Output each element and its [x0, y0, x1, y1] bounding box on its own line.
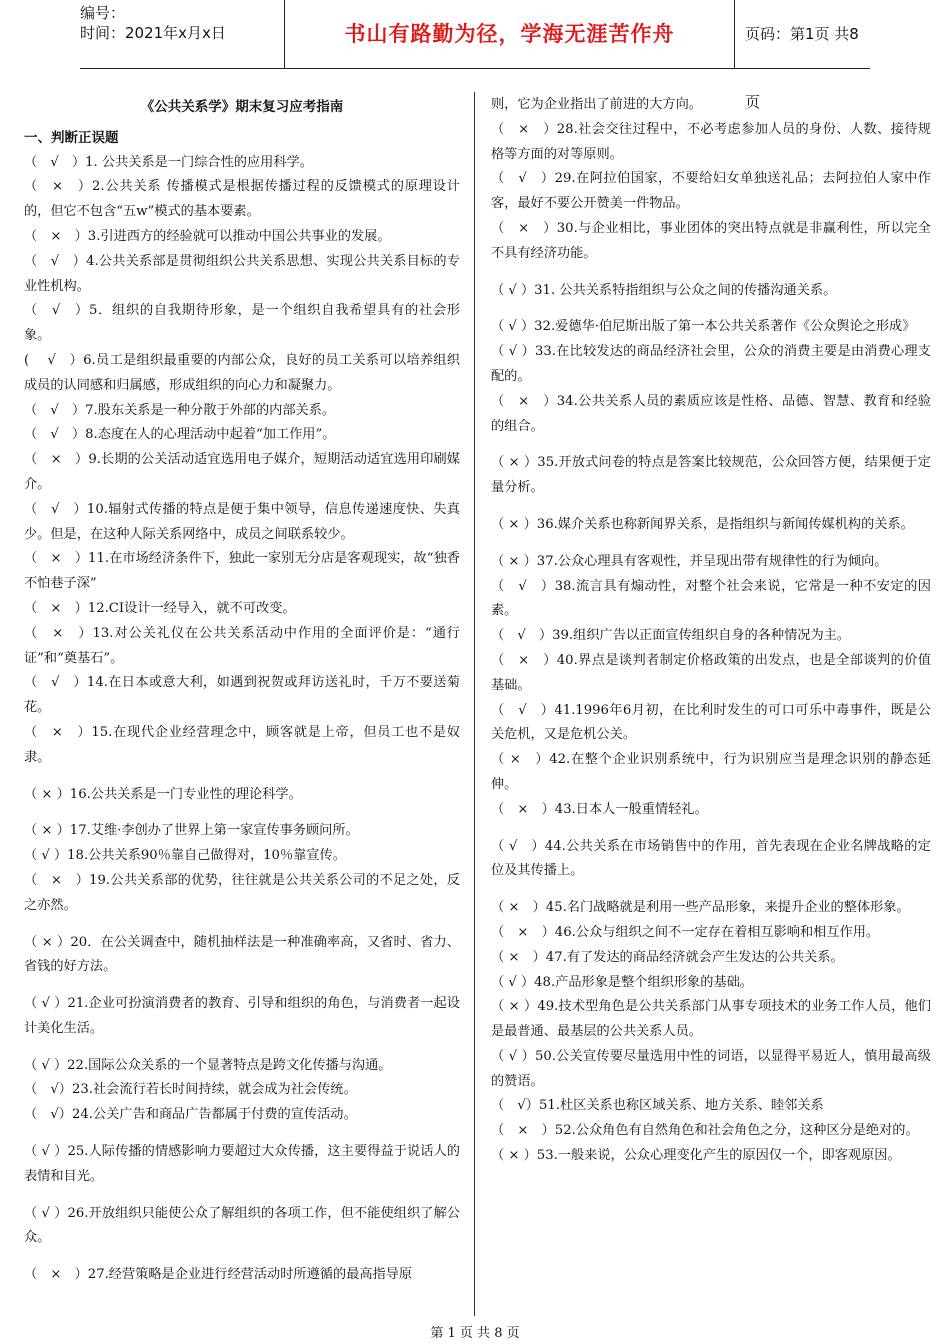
question-item: （ × ）17.艾维·李创办了世界上第一家宣传事务顾问所。: [24, 823, 359, 839]
question-item: 则，它为企业指出了前进的大方向。: [491, 97, 702, 112]
question-item: （ × ）46.公众与组织之间不一定存在着相互影响和相互作用。: [491, 924, 880, 940]
question-item: （ √ ）10.辐射式传播的特点是便于集中领导，信息传递速度快、失真少。但是，在这种人际关系网络中，成员之间联系较少。: [24, 501, 460, 542]
left-item-list: [24, 151, 460, 1288]
question-item: （ √ ）48.产品形象是整个组织形象的基础。: [491, 974, 753, 990]
question-item: （ × ）53.一般来说，公众心理变化产生的原因仅一个，即客观原因。: [491, 1148, 901, 1164]
question-item: （ √ ）32.爱德华·伯尼斯出版了第一本公共关系著作《公众舆论之形成》: [491, 319, 916, 335]
question-item: （ √ ）8.态度在人的心理活动中起着“加工作用”。: [24, 427, 336, 443]
question-item: （ × ）19.公共关系部的优势，往往就是公共关系公司的不足之处，反之亦然。: [24, 872, 460, 913]
question-item: （ × ）30.与企业相比，事业团体的突出特点就是非赢利性，所以完全不具有经济功能。: [491, 220, 931, 261]
header-motto: 书山有路勤为径，学海无涯苦作舟: [344, 22, 675, 46]
question-item: （ × ）47.有了发达的商品经济就会产生发达的公共关系。: [491, 949, 844, 965]
question-item: （ × ）27.经营策略是企业进行经营活动时所遵循的最高指导原: [24, 1267, 413, 1283]
question-item: ( √ ）6.员工是组织最重要的内部公众，良好的员工关系可以培养组织成员的认同感和归属感，形成组织的向心力和凝聚力。: [24, 352, 460, 393]
document-time-label: 时间：2021年x月x日: [80, 24, 226, 42]
question-item: （ × ）12.CI设计一经导入，就不可改变。: [24, 600, 296, 616]
header-page-info: 页码：第1页 共8页: [745, 25, 859, 111]
question-item: （ × ）40.界点是谈判者制定价格政策的出发点，也是全部谈判的价值基础。: [491, 652, 931, 693]
question-item: （ √）24.公关广告和商品广告都属于付费的宣传活动。: [24, 1107, 357, 1123]
question-item: （ √ ）21.企业可扮演消费者的教育、引导和组织的角色，与消费者一起设计美化生活。: [24, 996, 460, 1036]
header-page-cell: [735, 0, 870, 111]
question-item: （ × ）2.公共关系 传播模式是根据传播过程的反馈模式的原理设计的，但它不包含“五w”模式的基本要素。: [24, 179, 460, 220]
right-item-list: [491, 93, 931, 1169]
question-item: （ × ）28.社会交往过程中，不必考虑参加人员的身份、人数、接待规格等方面的对等原则。: [491, 121, 931, 162]
question-item: （ × ）43.日本人一般重情轻礼。: [491, 801, 708, 817]
question-item: （ √ ）44.公共关系在市场销售中的作用，首先表现在企业名牌战略的定位及其传播上。: [491, 838, 931, 879]
question-item: （ √ ）1. 公共关系是一门综合性的应用科学。: [24, 154, 313, 170]
question-item: （ √ ）4.公共关系部是贯彻组织公共关系思想、实现公共关系目标的专业性机构。: [24, 253, 460, 294]
question-item: （ √ ）29.在阿拉伯国家，不要给妇女单独送礼品；去阿拉伯人家中作客，最好不要公开赞美一件物品。: [491, 171, 931, 212]
page-footer: 第 1 页 共 8 页: [430, 1326, 520, 1341]
question-item: （ × ）9.长期的公关活动适宜选用电子媒介，短期活动适宜选用印刷媒介。: [24, 452, 460, 492]
question-item: （ √ ）25.人际传播的情感影响力要超过大众传播，这主要得益于说话人的表情和目光。: [24, 1144, 460, 1184]
right-column: [491, 93, 931, 1169]
question-item: （ × ）13.对公关礼仪在公共关系活动中作用的全面评价是：“通行证”和“奠基石”。: [24, 625, 460, 666]
left-column: [24, 93, 460, 1288]
question-item: （ × ）52.公众角色有自然角色和社会角色之分，这种区分是绝对的。: [491, 1123, 919, 1139]
question-item: （ × ）34.公共关系人员的素质应该是性格、品德、智慧、教育和经验的组合。: [491, 393, 931, 434]
question-item: （ √ ）38.流言具有煽动性，对整个社会来说，它常是一种不安定的因素。: [491, 578, 931, 619]
question-item: （ × ）3.引进西方的经验就可以推动中国公共事业的发展。: [24, 228, 391, 244]
question-item: （ √ ）31. 公共关系特指组织与公众之间的传播沟通关系。: [491, 282, 837, 298]
question-item: （ √ ）33.在比较发达的商品经济社会里，公众的消费主要是由消费心理支配的。: [491, 344, 931, 384]
question-item: （ √）51.杜区关系也称区域关系、地方关系、睦邻关系: [491, 1098, 824, 1114]
column-divider: [474, 92, 475, 1316]
question-item: （ √ ）22.国际公众关系的一个显著特点是跨文化传播与沟通。: [24, 1057, 392, 1073]
question-item: （ √ ）50.公关宣传要尽量选用中性的词语，以显得平易近人，慎用最高级的赞语。: [491, 1048, 931, 1089]
document-title: 《公共关系学》期末复习应考指南: [140, 99, 344, 115]
question-item: （ √ ）14.在日本或意大利，如遇到祝贺或拜访送礼时，千万不要送菊花。: [24, 675, 460, 716]
question-item: （ √ ）5．组织的自我期待形象，是一个组织自我希望具有的社会形象。: [24, 303, 460, 344]
question-item: （ √ ）39.组织广告以正面宣传组织自身的各种情况为主。: [491, 628, 851, 644]
question-item: （ √ ）18.公共关系90％靠自己做得对，10％靠宣传。: [24, 848, 346, 864]
question-item: （ √ ）7.股东关系是一种分散于外部的内部关系。: [24, 402, 336, 418]
document-number-label: 编号：: [80, 4, 126, 22]
question-item: （ × ）16.公共关系是一门专业性的理论科学。: [24, 786, 302, 802]
question-item: （ × ）15.在现代企业经营理念中，顾客就是上帝，但员工也不是奴隶。: [24, 724, 460, 765]
header-meta-cell: [80, 0, 285, 68]
question-item: （ × ）36.媒介关系也称新闻界关系，是指组织与新闻传媒机构的关系。: [491, 516, 914, 532]
question-item: （ √ ）26.开放组织只能使公众了解组织的各项工作，但不能使组织了解公众。: [24, 1205, 460, 1246]
question-item: （ × ）35.开放式问卷的特点是答案比较规范，公众回答方便，结果便于定量分析。: [491, 455, 931, 496]
question-item: （ × ）45.名门战略就是利用一些产品形象，来提升企业的整体形象。: [491, 900, 910, 916]
header-motto-cell: [285, 0, 735, 68]
question-item: （ × ）49.技术型角色是公共关系部门从事专项技术的业务工作人员，他们是最普通、最基层的公共关系人员。: [491, 999, 931, 1040]
section-title: 一、判断正误题: [24, 129, 119, 146]
question-item: （ √ ）41.1996年6月初，在比利时发生的可口可乐中毒事件，既是公关危机，又是危机公关。: [491, 702, 931, 743]
question-item: （ × ）42.在整个企业识别系统中，行为识别应当是理念识别的静态延伸。: [491, 752, 931, 792]
question-item: （ √）23.社会流行若长时间持续，就会成为社会传统。: [24, 1082, 357, 1098]
question-item: （ × ）11.在市场经济条件下，独此一家别无分店是客观现实，故“独香不怕巷子深”: [24, 551, 460, 592]
question-item: （ × ）37.公众心理具有客观性，并呈现出带有规律性的行为倾向。: [491, 553, 888, 569]
question-item: （ × ）20．在公关调查中，随机抽样法是一种准确率高，又省时、省力、省钱的好方法。: [24, 934, 460, 975]
